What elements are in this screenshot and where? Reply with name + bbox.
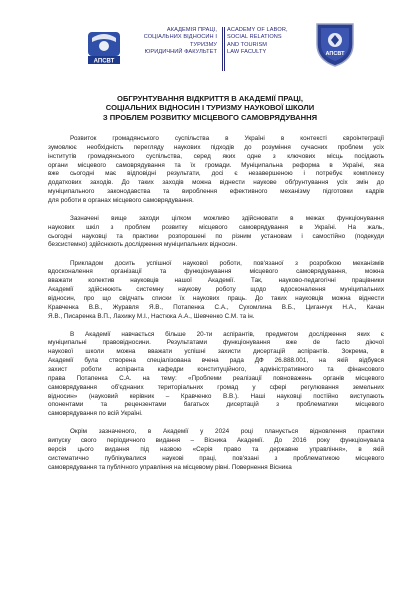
title-line: З ПРОБЛЕМ РОЗВИТКУ МІСЦЕВОГО САМОВРЯДУВАННЯ <box>102 112 318 122</box>
paragraph-line: Зазначені вище заходи цілком можливо здійснювати в межах функціонування <box>70 214 384 222</box>
paragraph-line: відносин» (науковий керівник – Кравченко В.В.). Наші науковці постійно виступають <box>48 392 384 400</box>
paragraph-line: інститутів громадянського суспільства, серед яких одне з ключових місць посідають <box>48 152 384 160</box>
paragraph-line: наукових шкіл з проблем розвитку місцевого самоврядування в Україні. На жаль, <box>48 223 384 231</box>
title-line: СОЦІАЛЬНИХ ВІДНОСИН І ТУРИЗМУ НАУКОВОЇ ШКОЛИ <box>105 103 315 113</box>
letterhead <box>0 10 419 80</box>
paragraph-line: муніципального законодавства та вироблення ефективного механізму підготовки кадрів <box>48 188 384 196</box>
paragraph-line: вже сьогодні має відповідні результати, досі є незавершеною і потребує комплексу <box>48 170 384 178</box>
header-right-line: AND TOURISM <box>227 41 268 48</box>
header-divider <box>222 27 223 71</box>
paragraph-line: В Академії навчається більше 20-ти аспірантів, предметом дослідження яких є <box>70 330 384 338</box>
header-left-line: АКАДЕМІЯ ПРАЦІ, <box>166 27 217 33</box>
paragraph-line: Кравченка В.В., Журавля Я.В., Потапенка С.А., Сухомлина В.Б., Циганчук Н.А., Качан <box>48 303 384 311</box>
paragraph-line: вдосконалення організації та функціонування місцевого самоврядування, можна <box>48 268 384 276</box>
document-body <box>48 135 384 482</box>
paragraph-line: захист роботи аспіранта кафедри конституційного, адміністративного та фінансового <box>48 365 384 373</box>
paragraph-line: систематично публікувалися наукові праці, пов'язані з проблематикою місцевого <box>48 454 384 462</box>
faculty-shield-icon <box>311 20 359 68</box>
document-title <box>60 94 360 122</box>
paragraph <box>48 260 384 322</box>
header-left-block <box>127 27 217 57</box>
paragraph-line: опонентами та рецензентами багатьох дисертацій з проблематики місцевого <box>48 401 384 409</box>
academy-logo-icon <box>86 28 122 68</box>
header-left-line: ТУРИЗМУ <box>189 41 217 48</box>
header-divider <box>224 27 225 71</box>
paragraph-line: муніципальні правовідносини. Результатами функціонування вже de facto діючої <box>48 339 384 347</box>
paragraph-line: версія цього видання під назвою «Серія право та державне управління», в якій <box>48 445 384 453</box>
paragraph-line: органи місцевого самоврядування та їх громади. Муніципальна реформа в Україні, яка <box>48 161 384 169</box>
paragraph <box>48 331 384 419</box>
paragraph-line: додаткових заходів. До таких заходів можна віднести наукове обґрунтування усіх змін до <box>48 179 384 187</box>
header-left-line: СОЦІАЛЬНИХ ВІДНОСИН І <box>143 34 217 41</box>
paragraph-line: зумовлює необхідність перегляду наукових підходів до розуміння сучасних проблем усіх <box>48 143 384 151</box>
paragraph-line: Прикладом досить успішної наукової роботи, пов'язаної з розробкою механізмів <box>70 259 384 267</box>
paragraph-line: Академії здійснюють системну наукову роботу щодо вдосконалення муніципальних <box>48 286 384 294</box>
paragraph-line: самоврядування по всій Україні. <box>48 410 143 418</box>
paragraph-line: безсистемно) здійснюють дослідження муніципальних відносин. <box>48 241 238 249</box>
paragraph-line: самоврядування об'єднаних територіальних громад у сфері регулювання земельних <box>48 383 384 391</box>
header-left-line: ЮРИДИЧНИЙ ФАКУЛЬТЕТ <box>144 49 217 56</box>
paragraph-line: відносин, про що свідчать списки їх наукових праць. До таких науковців можна віднести <box>48 294 384 302</box>
logo-right-text: АПСВТ <box>325 51 345 57</box>
paragraph-line: Розвиток громадянського суспільства в Україні в контексті євроінтеграції <box>70 135 384 142</box>
header-right-block <box>227 27 312 57</box>
paragraph-line: Я.В., Писаренка В.П., Лахижу М.І., Настюка А.А., Шевченко С.М. та ін. <box>48 312 255 320</box>
paragraph-line: вважати колектив науковців нашої Академії. Так, науково-педагогічні працівники <box>48 277 384 285</box>
paragraph-line: права Потапенка С.А. на тему: «Проблеми реалізації повноважень органів місцевого <box>48 374 384 382</box>
header-right-line: SOCIAL RELATIONS <box>227 34 282 41</box>
title-line: ОБГРУНТУВАННЯ ВІДКРИТТЯ В АКАДЕМІЇ ПРАЦІ, <box>117 94 303 103</box>
paragraph <box>48 428 384 472</box>
header-right-line: LAW FACULTY <box>227 49 267 56</box>
paragraph-line: самоврядування та публічного управління на місцевому рівні. Повернення Вісника <box>48 463 292 471</box>
logo-left-text: АПСВТ <box>93 58 115 65</box>
paragraph-line: наукової школи можна вважати успішні захисти дисертацій аспірантів. Зокрема, в <box>48 348 384 356</box>
paragraph <box>48 215 384 250</box>
paragraph-line: сьогодні науковці та практики розпорошені по різним установам і самостійно (подекуди <box>48 232 384 240</box>
paragraph <box>48 135 384 206</box>
paragraph-line: для роботи в органах місцевого самоврядування. <box>48 196 194 204</box>
header-right-line: ACADEMY OF LABOR, <box>227 27 288 33</box>
paragraph-line: Академії була створена спеціалізована вчена рада ДФ 26.888.001, на якій відбувся <box>48 357 384 365</box>
paragraph-line: випуску свого періодичного видання – Вісника Академії. До 2016 року функціонувала <box>48 437 384 445</box>
paragraph-line: Окрім зазначеного, в Академії у 2024 році планується відновлення практики <box>70 428 384 436</box>
